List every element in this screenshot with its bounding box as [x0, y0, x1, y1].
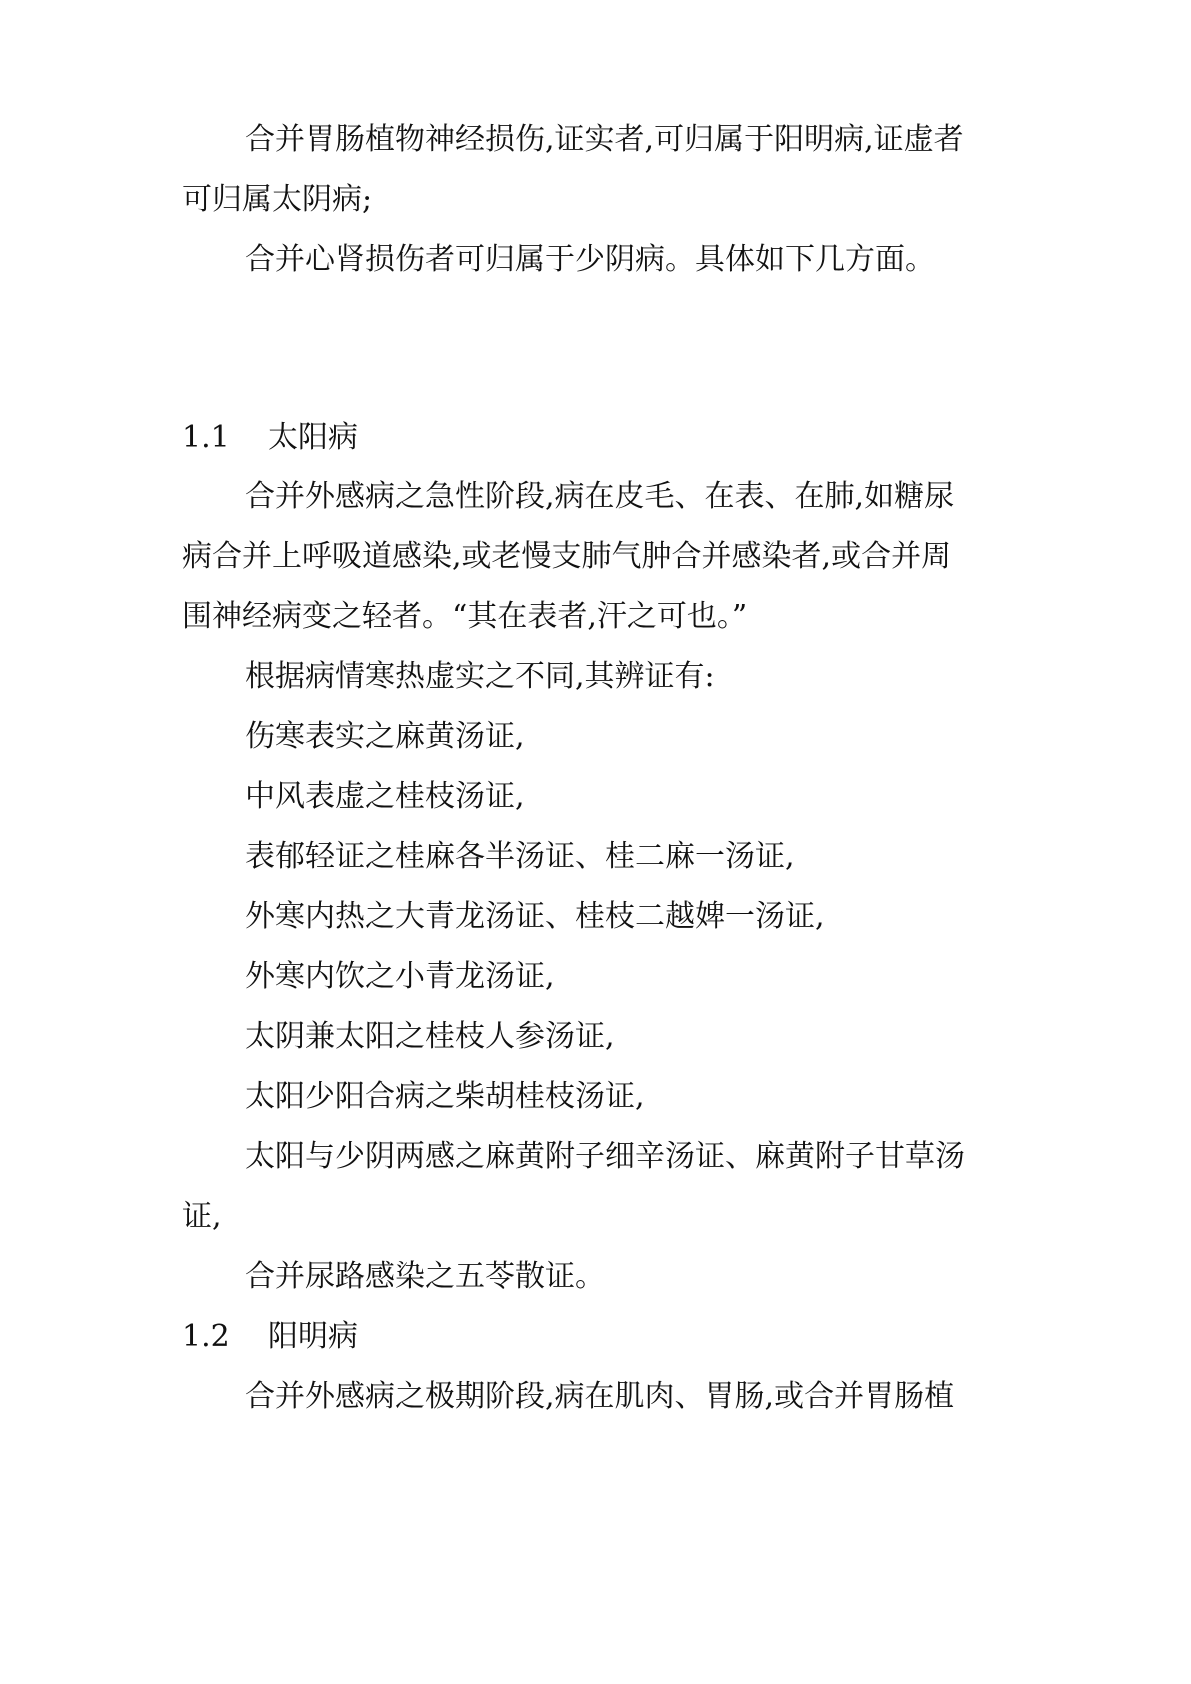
section-number: 1.1: [182, 420, 230, 455]
paragraph-line: 合并心肾损伤者可归属于少阴病。具体如下几方面。: [245, 242, 935, 277]
list-item: 中风表虚之桂枝汤证,: [245, 779, 525, 814]
list-item: 证,: [182, 1199, 222, 1234]
list-item: 太阳与少阴两感之麻黄附子细辛汤证、麻黄附子甘草汤: [245, 1139, 965, 1174]
section-title: 阳明病: [268, 1319, 358, 1354]
list-item: 太阴兼太阳之桂枝人参汤证,: [245, 1019, 615, 1054]
paragraph-line: 合并胃肠植物神经损伤,证实者,可归属于阳明病,证虚者: [245, 122, 964, 157]
section-title: 太阳病: [268, 420, 358, 455]
paragraph-line: 根据病情寒热虚实之不同,其辨证有:: [245, 659, 715, 694]
paragraph-line: 合并外感病之急性阶段,病在皮毛、在表、在肺,如糖尿: [245, 479, 955, 514]
paragraph-line: 可归属太阴病;: [182, 182, 373, 217]
paragraph-line: 合并外感病之极期阶段,病在肌肉、胃肠,或合并胃肠植: [245, 1379, 955, 1414]
list-item: 太阳少阳合病之柴胡桂枝汤证,: [245, 1079, 645, 1114]
paragraph-line: 围神经病变之轻者。“其在表者,汗之可也。”: [182, 599, 748, 634]
list-item: 外寒内热之大青龙汤证、桂枝二越婢一汤证,: [245, 899, 825, 934]
section-number: 1.2: [182, 1319, 230, 1354]
list-item: 伤寒表实之麻黄汤证,: [245, 719, 525, 754]
list-item: 合并尿路感染之五苓散证。: [245, 1259, 605, 1294]
paragraph-line: 病合并上呼吸道感染,或老慢支肺气肿合并感染者,或合并周: [182, 539, 952, 574]
list-item: 表郁轻证之桂麻各半汤证、桂二麻一汤证,: [245, 839, 795, 874]
list-item: 外寒内饮之小青龙汤证,: [245, 959, 555, 994]
